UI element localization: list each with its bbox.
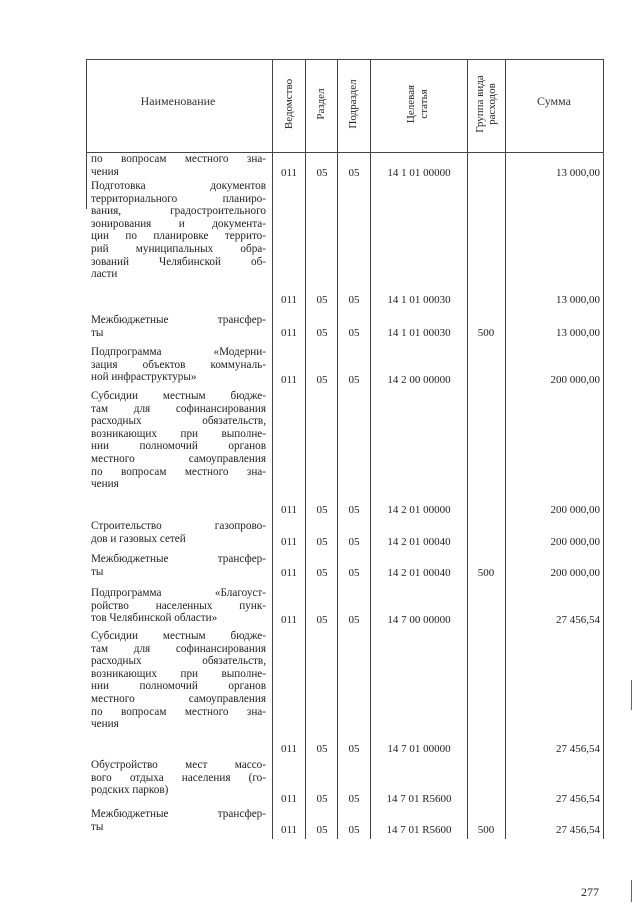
header-name: Наименование	[140, 94, 216, 108]
col-border-right	[603, 59, 604, 839]
cell-podrazdel: 05	[348, 374, 360, 386]
cell-ved: 011	[280, 567, 298, 579]
cell-razdel: 05	[316, 743, 328, 755]
cell-razdel: 05	[316, 614, 328, 626]
col-border-celevaya	[370, 59, 371, 839]
header-ved: Ведомство	[283, 78, 295, 130]
cell-ved: 011	[280, 294, 298, 306]
col-border-left	[86, 59, 87, 209]
cell-gruppa: 500	[477, 567, 495, 579]
cell-podrazdel: 05	[348, 167, 360, 179]
cell-podrazdel: 05	[348, 743, 360, 755]
cell-podrazdel: 05	[348, 327, 360, 339]
row-name: Межбюджетные трансфер- ты	[91, 553, 266, 578]
cell-summa: 13 000,00	[556, 327, 600, 339]
cell-celevaya: 14 7 00 00000	[387, 614, 451, 626]
cell-ved: 011	[280, 504, 298, 516]
cell-ved: 011	[280, 167, 298, 179]
header-summa: Сумма	[537, 94, 571, 108]
cell-gruppa: 500	[477, 327, 495, 339]
cell-celevaya: 14 1 01 00030	[387, 327, 451, 339]
cell-razdel: 05	[316, 374, 328, 386]
header-gruppa-text: Группа вида расходов	[474, 75, 498, 133]
cell-summa: 13 000,00	[556, 167, 600, 179]
cell-summa: 27 456,54	[556, 743, 600, 755]
cell-podrazdel: 05	[348, 536, 360, 548]
cell-summa: 200 000,00	[550, 374, 600, 386]
cell-summa: 200 000,00	[550, 504, 600, 516]
cell-podrazdel: 05	[348, 793, 360, 805]
cell-podrazdel: 05	[348, 824, 360, 836]
cell-podrazdel: 05	[348, 504, 360, 516]
cell-ved: 011	[280, 327, 298, 339]
col-border-ved	[272, 59, 273, 839]
cell-celevaya: 14 7 01 R5600	[386, 793, 452, 805]
cell-celevaya: 14 2 00 00000	[387, 374, 451, 386]
cell-razdel: 05	[316, 793, 328, 805]
row-name: Межбюджетные трансфер- ты	[91, 808, 266, 833]
cell-celevaya: 14 2 01 00040	[387, 567, 451, 579]
cell-summa: 27 456,54	[556, 824, 600, 836]
row-name: Подпрограмма «Благоуст- ройство населенных пунк- тов Челябинской области»	[91, 587, 266, 625]
cell-razdel: 05	[316, 536, 328, 548]
cell-summa: 13 000,00	[556, 294, 600, 306]
scan-artifact	[631, 680, 632, 710]
cell-celevaya: 14 2 01 00040	[387, 536, 451, 548]
table-top-border	[86, 59, 604, 60]
row-name: Подготовка документов территориального планиро- вания, градостроительного зонирования и документа- ции по планировке террито- рий муниципальных обра- зований Челябинской об- ласти	[91, 180, 266, 281]
cell-celevaya: 14 2 01 00000	[387, 504, 451, 516]
row-name: Субсидии местным бюдже- там для софинансирования расходных обязательств, возникающих при выполне- нии полномочий органов местного самоуправления по вопросам местного зна- чения	[91, 390, 266, 491]
row-name: по вопросам местного зна- чения	[91, 153, 266, 178]
cell-podrazdel: 05	[348, 294, 360, 306]
cell-razdel: 05	[316, 824, 328, 836]
header-gruppa	[474, 62, 498, 146]
row-name: Межбюджетные трансфер- ты	[91, 314, 266, 339]
scan-artifact	[631, 880, 632, 902]
col-border-gruppa	[467, 59, 468, 839]
cell-razdel: 05	[316, 567, 328, 579]
cell-razdel: 05	[316, 327, 328, 339]
cell-celevaya: 14 7 01 00000	[387, 743, 451, 755]
row-name: Субсидии местным бюдже- там для софинансирования расходных обязательств, возникающих при выполне- нии полномочий органов местного самоуправления по вопросам местного зна- чения	[91, 630, 266, 731]
cell-celevaya: 14 1 01 00000	[387, 167, 451, 179]
cell-razdel: 05	[316, 504, 328, 516]
row-name: Обустройство мест массо- вого отдыха населения (го- родских парков)	[91, 759, 266, 797]
row-name: Строительство газопрово- дов и газовых сетей	[91, 520, 266, 545]
cell-celevaya: 14 1 01 00030	[387, 294, 451, 306]
header-celevaya	[405, 69, 431, 139]
header-razdel: Раздел	[315, 88, 327, 120]
cell-razdel: 05	[316, 294, 328, 306]
cell-ved: 011	[280, 536, 298, 548]
page-number: 277	[581, 885, 599, 899]
cell-podrazdel: 05	[348, 614, 360, 626]
cell-razdel: 05	[316, 167, 328, 179]
cell-summa: 27 456,54	[556, 614, 600, 626]
header-celevaya-text: Целевая статья	[405, 84, 430, 124]
cell-summa: 27 456,54	[556, 793, 600, 805]
row-name: Подпрограмма «Модерни- зация объектов коммуналь- ной инфраструктуры»	[91, 346, 266, 384]
cell-ved: 011	[280, 614, 298, 626]
cell-ved: 011	[280, 374, 298, 386]
header-podrazdel: Подраздел	[347, 79, 359, 129]
cell-ved: 011	[280, 743, 298, 755]
cell-ved: 011	[280, 793, 298, 805]
cell-gruppa: 500	[477, 824, 495, 836]
cell-summa: 200 000,00	[550, 536, 600, 548]
cell-podrazdel: 05	[348, 567, 360, 579]
cell-celevaya: 14 7 01 R5600	[386, 824, 452, 836]
cell-summa: 200 000,00	[550, 567, 600, 579]
cell-ved: 011	[280, 824, 298, 836]
